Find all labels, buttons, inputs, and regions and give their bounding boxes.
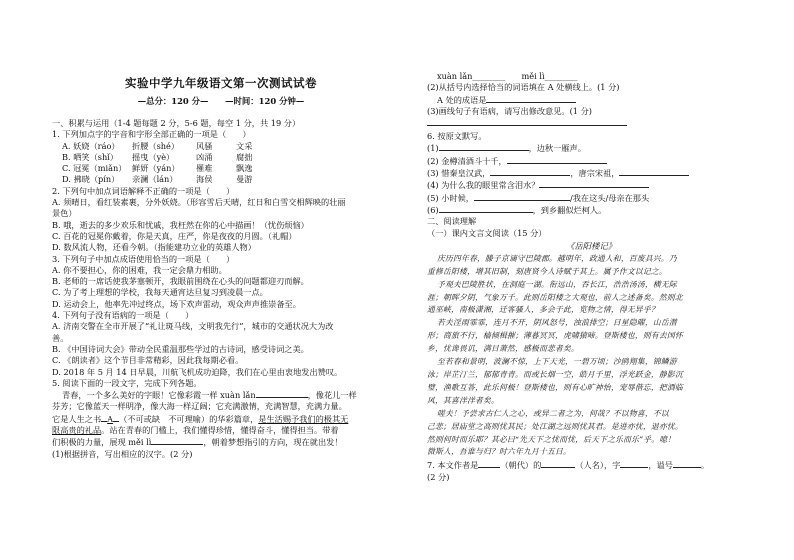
section-heading: 一、积累与运用（1-4 题每题 2 分，5-6 题，每空 1 分，共 19 分） [52,118,301,128]
question-7-score: (2 分) [427,471,450,482]
q3-option-c: C. 为了考上理想的学校，我每天通宵达旦复习到凌晨一点。 [52,287,268,298]
q5-passage-line: 芬芳；它像蓝天一样明净，像大海一样辽阔；它充满激情，充满智慧，充满力量。 [52,401,347,412]
q5-subquestion-3: (3)画线句子有语病，请写出修改意见。(1 分) [427,105,592,116]
q4-option-c: C. 《朗读者》这个节目非常精彩，因此我每期必看。 [52,355,244,366]
q5-passage-line: 限高贵的礼品。站在青春的门槛上，我们懂得珍惜，懂得奋斗，懂得担当。带着 [52,425,339,436]
answer-blank[interactable] [539,179,649,188]
answer-blank[interactable] [541,459,575,468]
classical-text: 庆历四年春，滕子京谪守巴陵郡。越明年，政通人和，百废具兴。乃 重修岳阳楼，增其旧制，刻唐贤今人诗赋于其上。属予作文以记之。 予观夫巴陵胜状，在洞庭一湖。衔远山，吞长江，浩浩汤汤，横无际 涯；朝晖夕阴，气象万千。此则岳阳楼之大观也，前人之述备矣。然则北 通巫峡，南极潇湘，迁客骚人，多会于此，览物之情，得无异乎？ 若夫淫雨霏霏，连月不开，阴风怒号，浊浪排空；日星隐曜，山岳潜 形；商旅不行，樯倾楫摧；薄暮冥冥，虎啸猿啼。登斯楼也，则有去国怀 乡，忧谗畏讥，满目萧然，感极而悲者矣。 至若春和景明，波澜不惊，上下天光，一碧万顷；沙鸥翔集，锦鳞游 泳；岸芷汀兰，郁郁青青。而或长烟一空，皓月千里，浮光跃金，静影沉 璧，渔歌互答，此乐何极！登斯楼也，则有心旷神怡，宠辱偕忘，把酒临 风，其喜洋洋者矣。 嗟夫！予尝求古仁人之心，或异二者之为，何哉？不以物喜，不以 己悲；居庙堂之高则忧其民；处江湖之远则忧其君。是进亦忧，退亦忧。 然则何时而乐耶？其必曰“先天下之忧而忧，后天下之乐而乐”乎。噫！ 微斯人，吾谁与归？时六年九月十五日。 [427,253,683,457]
recite-2: (2) 金樽清酒斗十千， [427,155,755,167]
answer-blank[interactable] [620,459,648,468]
answer-blank[interactable] [256,389,308,398]
answer-blank[interactable] [151,436,203,445]
q2-option-a-cont: 景色） [52,208,77,219]
question-1: 1. 下列加点字的字音和字形全部正确的一项是（ ） [52,129,251,140]
q5-subquestion-1: (1)根据拼音，写出相应的汉字。(2 分) [52,448,193,459]
recite-1: (1) ，边秋一雁声。 [427,143,586,154]
question-6: 6. 按原文默写。 [427,131,487,142]
q1-option-c: C. 冠冕（miǎn） 鲜妍（yán） 罹难 飘逸 [62,163,253,174]
q4-option-a-cont: 善。 [52,332,69,343]
question-3: 3. 下列句子中加点成语使用恰当的一项是（ ） [52,253,235,264]
q3-option-a: A. 你不要担心，你的困难，我一定会鼎力相助。 [52,264,227,275]
question-5: 5. 阅读下面的一段文字，完成下列各题。 [52,377,202,388]
q4-option-d: D. 2018 年 5 月 14 日早晨，川航飞机成功迫降，我们在心里由衷地发出赞叹。 [52,366,343,377]
score-time-line: —总分：120 分— —时间：120 分钟— [137,96,305,106]
q4-option-a: A. 济南交警在全市开展了“礼让斑马线，文明我先行”，城市的交通状况大为改 [52,321,334,332]
pinyin-answer-row: xuàn lǎn________ měi lì________ [437,71,578,81]
page-title: 实验中学九年级语文第一次测试试卷 [125,76,317,90]
recite-4: (4) 为什么我的眼里常含泪水？ [427,179,755,191]
answer-blank[interactable] [478,459,500,468]
answer-blank[interactable] [439,142,529,151]
answer-blank[interactable] [507,155,607,164]
q4-option-b: B. 《中国诗词大会》带动全民重温那些学过的古诗词，感受诗词之美。 [52,343,309,354]
q5-passage-line: 青春，一个多么美好的字眼！它像彩霞一样 xuàn lǎn ，像花儿一样 [62,390,357,401]
q1-option-d: D. 拂晓（pín） 亲澜（lán） 海侯 曼游 [62,174,253,185]
text-title: 《岳阳楼记》 [565,240,617,251]
q5-answer-a: A 处的成语是 [427,94,755,106]
section-heading: 二、阅读理解 [427,216,477,227]
q2-option-a: A. 须晴日，看红装素裹，分外妖娆。（形容雪后天晴，红日和白雪交相辉映的壮丽 [52,197,346,208]
question-4: 4. 下列句子没有语病的一项是（ ） [52,310,194,321]
answer-blank[interactable] [474,192,570,201]
right-column [427,71,755,483]
q5-passage-line: 们积极的力量，展现 měi lì ，朝着梦想指引的方向，现在就出发！ [52,437,343,448]
q1-option-b: B. 哂笑（shǐ） 摇曳（yè） 凶涌 腐拙 [62,151,253,162]
q2-option-b: B. 哦，逝去的多少欢乐和忧戚，我枉然在你的心中描画！（忧伤烦恼） [52,219,309,230]
q3-option-b: B. 老师的一席话使我茅塞顿开，我眼前围绕在心头的问题都迎刃而解。 [52,276,309,287]
answer-blank[interactable] [619,167,689,176]
q1-option-a: A. 妖娆（ráo） 折腰（shé） 风骚 文采 [62,140,253,151]
q5-passage-line: 它是人生之书 A （不可或缺 不可理喻）的华彩篇章，是生活赐予我们的极其无 [52,413,349,424]
subsection-heading: （一）课内文言文阅读（15 分） [427,227,547,238]
recite-6: (6) ，到乡翻似烂柯人。 [427,204,607,215]
answer-blank[interactable] [439,204,533,213]
q5-subquestion-2: (2)从括号内选择恰当的词语填在 A 处横线上。(1 分) [427,82,620,93]
recite-5: (5) 小时候， /我在这头/母亲在那头 [427,192,650,203]
left-column [52,118,390,460]
q3-option-d: D. 运动会上，他率先冲过终点，场下欢声雷动，观众声声推崇备至。 [52,298,301,309]
question-2: 2. 下列句中加点词语解释不正确的一项是（ ） [52,185,235,196]
q2-option-c: C. 百花的冠冕你戴着，你是天真，庄严，你是夜夜的月圆。（礼帽） [52,230,297,241]
q2-option-d: D. 数风流人物，还看今朝。（指能建功立业的英雄人物） [52,242,256,253]
answer-blank[interactable] [486,94,576,103]
question-7: 7. 本文作者是 （朝代）的 （人名），字 ，谥号 。 [427,460,710,471]
answer-blank[interactable] [490,167,570,176]
answer-blank[interactable] [427,117,627,126]
answer-blank[interactable] [673,459,701,468]
recite-3: (3) 惜秦皇汉武， ，唐宗宋祖， [427,167,755,179]
